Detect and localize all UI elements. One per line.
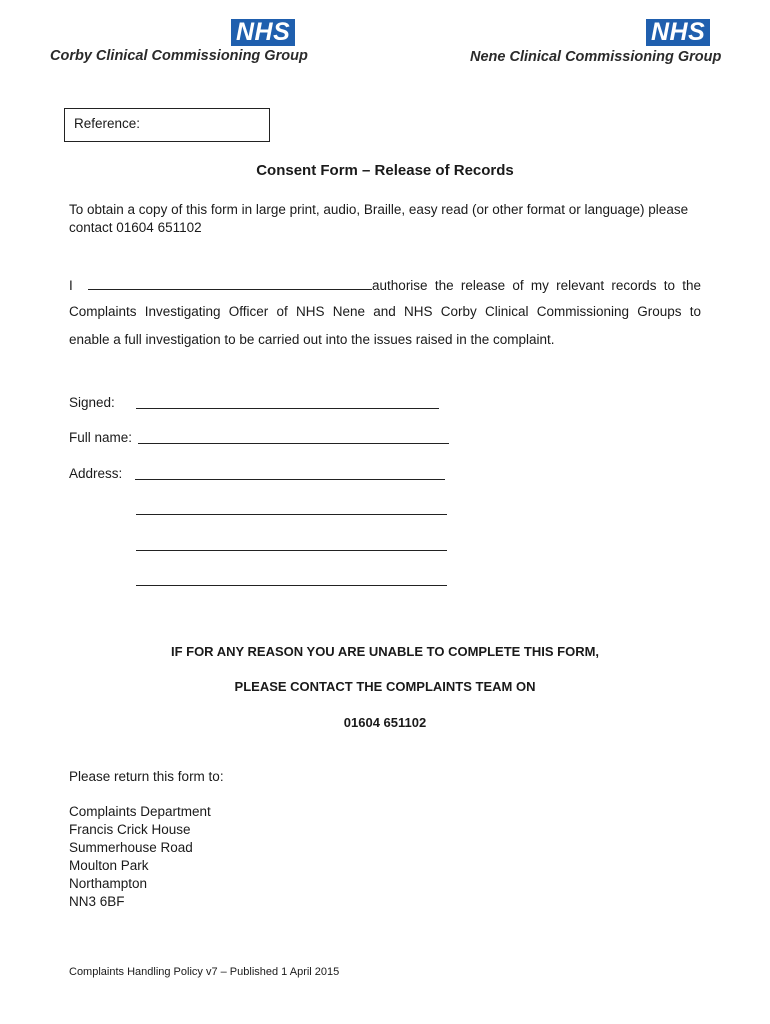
full-name-label: Full name:	[69, 430, 133, 445]
address-line-2[interactable]	[136, 514, 447, 515]
address-line: Northampton	[69, 876, 148, 891]
nhs-logo-left: NHS	[231, 19, 295, 46]
authorisation-line-2: Complaints Investigating Officer of NHS Nene and NHS Corby Clinical Commissioning Groups to	[69, 304, 701, 319]
authorisation-prefix: I	[69, 278, 73, 293]
page-footer: Complaints Handling Policy v7 – Published 1 April 2015	[69, 966, 340, 978]
notice-line-1: IF FOR ANY REASON YOU ARE UNABLE TO COMPLETE THIS FORM,	[170, 644, 600, 659]
authorisation-text-1: authorise the release of my relevant records to the	[372, 278, 701, 293]
full-name-line[interactable]	[138, 443, 449, 444]
return-label: Please return this form to:	[69, 769, 224, 784]
address-line: NN3 6BF	[69, 894, 125, 909]
address-line-3[interactable]	[136, 550, 447, 551]
reference-label: Reference:	[74, 116, 141, 131]
authorisation-line-3: enable a full investigation to be carried out into the issues raised in the complaint.	[69, 332, 555, 347]
nhs-logo-right: NHS	[646, 19, 710, 46]
name-blank-line[interactable]	[88, 277, 372, 290]
intro-text: To obtain a copy of this form in large print, audio, Braille, easy read (or other format or language) please contact 01604 651102	[69, 202, 689, 235]
authorisation-line-1	[69, 277, 701, 293]
address-line: Francis Crick House	[69, 822, 191, 837]
address-line: Summerhouse Road	[69, 840, 193, 855]
address-line-1[interactable]	[135, 479, 445, 480]
signed-line[interactable]	[136, 408, 439, 409]
nene-ccg-name: Nene Clinical Commissioning Group	[470, 49, 722, 65]
form-title: Consent Form – Release of Records	[256, 162, 514, 179]
address-label: Address:	[69, 466, 123, 481]
address-line: Moulton Park	[69, 858, 149, 873]
reference-box[interactable]	[64, 108, 270, 142]
notice-phone: 01604 651102	[343, 715, 427, 730]
signed-label: Signed:	[69, 395, 115, 410]
corby-ccg-name: Corby Clinical Commissioning Group	[50, 48, 308, 64]
notice-line-2: PLEASE CONTACT THE COMPLAINTS TEAM ON	[234, 679, 536, 694]
address-line: Complaints Department	[69, 804, 211, 819]
address-line-4[interactable]	[136, 585, 447, 586]
return-address	[69, 803, 211, 911]
